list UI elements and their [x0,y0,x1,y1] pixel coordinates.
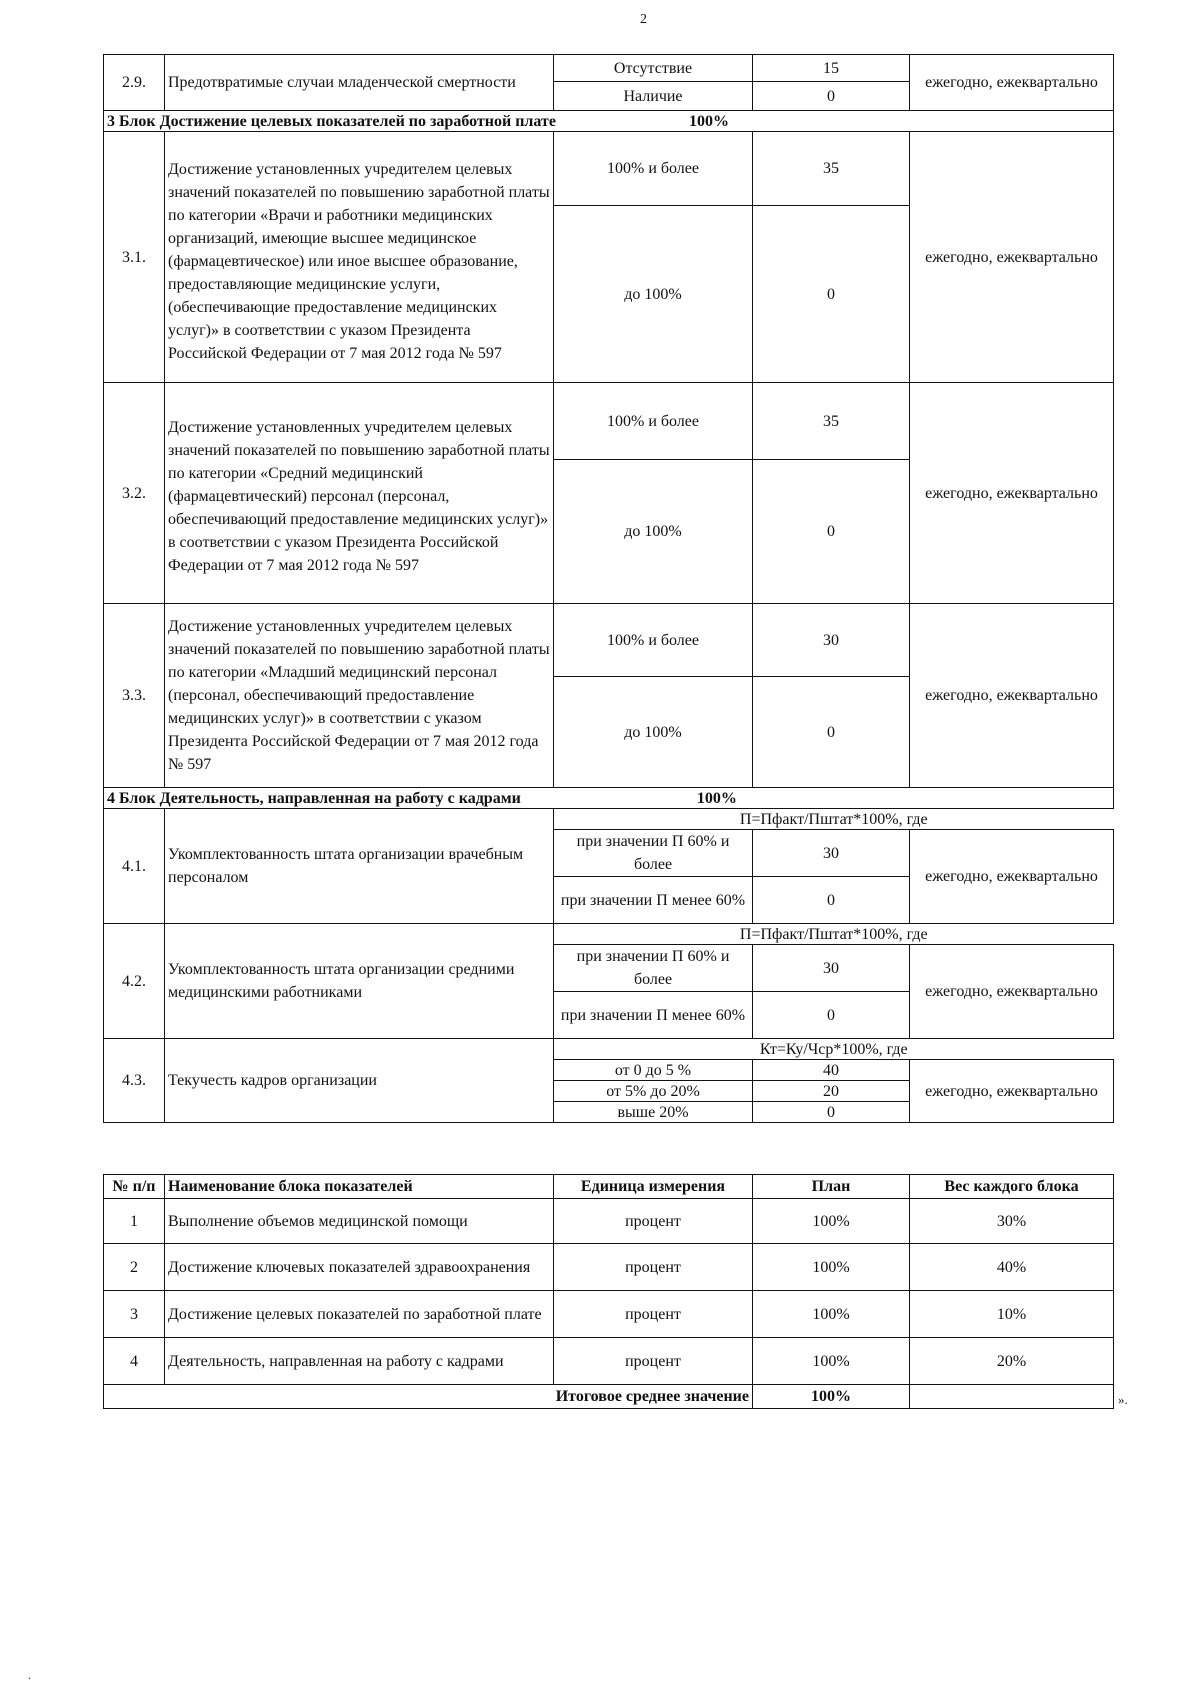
block-weight: 30% [910,1199,1114,1244]
block-plan: 100% [753,1291,910,1338]
score: 0 [753,460,910,604]
formula: П=Пфакт/Пштат*100%, где [554,809,1114,830]
score: 40 [753,1060,910,1081]
header-unit: Единица измерения [554,1175,753,1199]
block-num: 4 [104,1338,165,1385]
indicator-name: Достижение установленных учредителем целевых значений показателей по повышению заработной платы по категории «Средний медицинский (фармацевтический) персонал (персонал, обеспечивающий предоставление медицинских услуг)» в соответствии с указом Президента Российской Федерации от 7 мая 2012 года № 597 [165,383,554,604]
condition: 100% и более [554,383,753,460]
condition: при значении П менее 60% [554,992,753,1039]
condition: от 0 до 5 % [554,1060,753,1081]
condition: до 100% [554,206,753,383]
condition: 100% и более [554,132,753,206]
closing-quote-mark: ». [1118,1392,1128,1407]
formula: Кт=Ку/Чср*100%, где [554,1039,1114,1060]
block-weight: 20% [910,1338,1114,1385]
condition: до 100% [554,677,753,788]
condition: от 5% до 20% [554,1081,753,1102]
block-weight: 40% [910,1244,1114,1291]
score: 0 [753,992,910,1039]
periodicity: ежегодно, ежеквартально [910,830,1114,924]
score: 20 [753,1081,910,1102]
table-row [104,1291,1114,1338]
total-plan: 100% [753,1385,910,1409]
row-number: 3.1. [104,132,165,383]
score: 30 [753,945,910,992]
row-number: 3.2. [104,383,165,604]
table-row [104,1244,1114,1291]
row-number: 4.2. [104,924,165,1039]
indicator-name: Достижение установленных учредителем целевых значений показателей по повышению заработной платы по категории «Врачи и работники медицинских организаций, имеющие высшее медицинское (фармацевтическое) или иное высшее образование, предоставляющие медицинские услуги, (обеспечивающие предоставление медицинских услуг)» в соответствии с указом Президента Российской Федерации от 7 мая 2012 года № 597 [165,132,554,383]
table-row [104,604,1114,677]
total-label: Итоговое среднее значение [104,1385,753,1409]
periodicity: ежегодно, ежеквартально [910,1060,1114,1123]
table-row [104,1338,1114,1385]
score: 0 [753,677,910,788]
block-unit: процент [554,1291,753,1338]
indicator-name: Предотвратимые случаи младенческой смертности [165,55,554,111]
row-number: 4.3. [104,1039,165,1123]
block-name: Достижение целевых показателей по заработной плате [165,1291,554,1338]
block-num: 1 [104,1199,165,1244]
block-num: 2 [104,1244,165,1291]
score: 35 [753,383,910,460]
table-row [104,1039,1114,1060]
block-title: 4 Блок Деятельность, направленная на работу с кадрами 100% [104,788,910,809]
block-plan: 100% [753,1199,910,1244]
summary-table [103,1174,1114,1409]
indicator-name: Укомплектованность штата организации врачебным персоналом [165,809,554,924]
formula: П=Пфакт/Пштат*100%, где [554,924,1114,945]
scan-dot: . [28,1668,31,1682]
table-row [104,383,1114,460]
block-plan: 100% [753,1338,910,1385]
table-header-row [104,1175,1114,1199]
condition: при значении П менее 60% [554,877,753,924]
total-row [104,1385,1114,1409]
periodicity: ежегодно, ежеквартально [910,132,1114,383]
table-row [104,55,1114,82]
score: 0 [753,206,910,383]
header-name: Наименование блока показателей [165,1175,554,1199]
score: 0 [753,877,910,924]
condition: при значении П 60% и более [554,830,753,877]
score: 0 [753,1102,910,1123]
block-title: 3 Блок Достижение целевых показателей по заработной плате 100% [104,111,910,132]
score: 30 [753,830,910,877]
block-weight: 100% [696,789,737,807]
block-plan: 100% [753,1244,910,1291]
condition: Отсутствие [554,55,753,82]
block-name: Выполнение объемов медицинской помощи [165,1199,554,1244]
score: 30 [753,604,910,677]
block-num: 3 [104,1291,165,1338]
condition: выше 20% [554,1102,753,1123]
table-row [104,132,1114,206]
row-number: 4.1. [104,809,165,924]
periodicity: ежегодно, ежеквартально [910,55,1114,111]
table-row [104,924,1114,945]
periodicity: ежегодно, ежеквартально [910,383,1114,604]
periodicity: ежегодно, ежеквартально [910,604,1114,788]
block-unit: процент [554,1199,753,1244]
row-number: 2.9. [104,55,165,111]
header-weight: Вес каждого блока [910,1175,1114,1199]
indicators-table [103,54,1114,1123]
condition: при значении П 60% и более [554,945,753,992]
block-weight: 100% [688,112,729,130]
table-row [104,1199,1114,1244]
score: 0 [753,82,910,111]
block-header-row [104,111,1114,132]
block-unit: процент [554,1338,753,1385]
table-row [104,809,1114,830]
condition: до 100% [554,460,753,604]
row-number: 3.3. [104,604,165,788]
score: 35 [753,132,910,206]
condition: Наличие [554,82,753,111]
header-num: № п/п [104,1175,165,1199]
block-weight: 10% [910,1291,1114,1338]
block-header-row [104,788,1114,809]
block-unit: процент [554,1244,753,1291]
periodicity: ежегодно, ежеквартально [910,945,1114,1039]
condition: 100% и более [554,604,753,677]
block-name: Деятельность, направленная на работу с кадрами [165,1338,554,1385]
indicator-name: Текучесть кадров организации [165,1039,554,1123]
page-number-mark: 2 [640,12,647,27]
header-plan: План [753,1175,910,1199]
indicator-name: Достижение установленных учредителем целевых значений показателей по повышению заработной платы по категории «Младший медицинский персонал (персонал, обеспечивающий предоставление медицинских услуг)» в соответствии с указом Президента Российской Федерации от 7 мая 2012 года № 597 [165,604,554,788]
indicator-name: Укомплектованность штата организации средними медицинскими работниками [165,924,554,1039]
score: 15 [753,55,910,82]
block-name: Достижение ключевых показателей здравоохранения [165,1244,554,1291]
